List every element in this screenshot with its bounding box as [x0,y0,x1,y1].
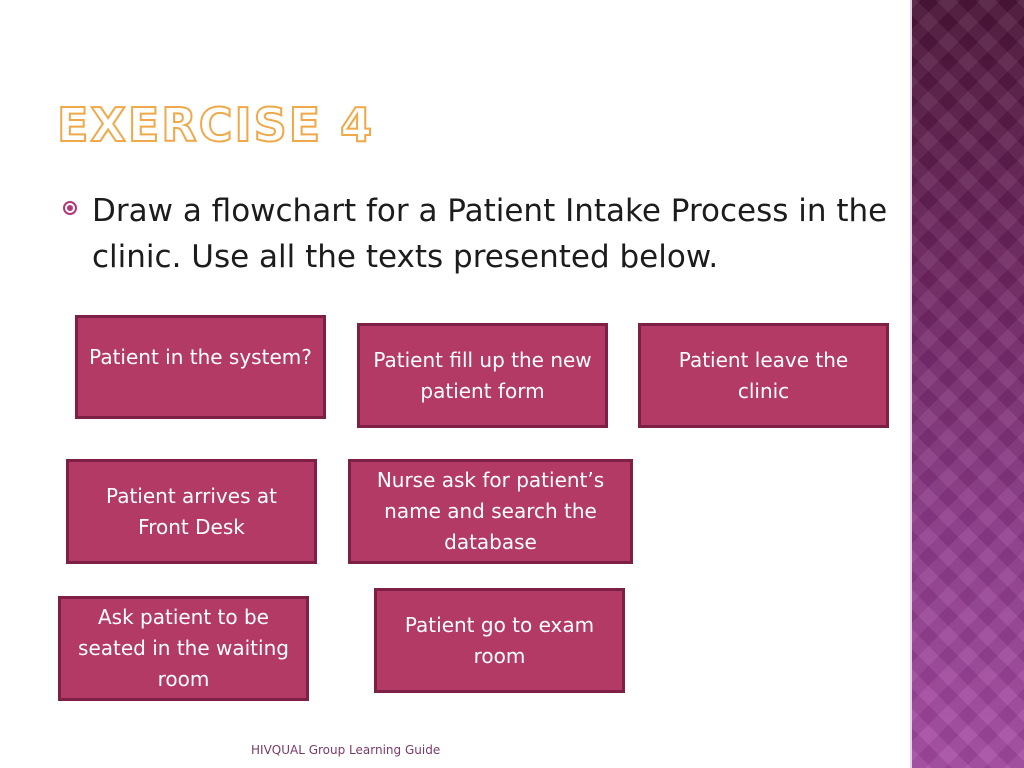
box-fill-new-patient-form [357,323,608,428]
decorative-side-band [912,0,1024,768]
box-label: Patient leave the clinic [678,347,849,403]
box-leave-clinic [638,323,889,428]
box-label: Ask patient to be seated in the waiting room [78,605,289,691]
slide-title: EXERCISE 4 [57,98,375,152]
box-arrives-front-desk [66,459,317,564]
box-seated-waiting-room [58,596,309,701]
box-label: Patient go to exam room [404,612,595,668]
bullet-text: Draw a flowchart for a Patient Intake Process in the clinic. Use all the texts presented below. [92,193,888,275]
box-label: Patient in the system? [89,344,312,369]
box-go-to-exam-room [374,588,625,693]
box-nurse-ask-database [348,459,633,564]
box-label: Patient fill up the new patient form [373,347,592,403]
box-label: Nurse ask for patient’s name and search the database [376,468,605,554]
box-label: Patient arrives at Front Desk [106,483,277,539]
box-patient-in-system [75,315,326,419]
footer-text: HIVQUAL Group Learning Guide [251,743,441,757]
circle-dot-icon [63,201,77,215]
